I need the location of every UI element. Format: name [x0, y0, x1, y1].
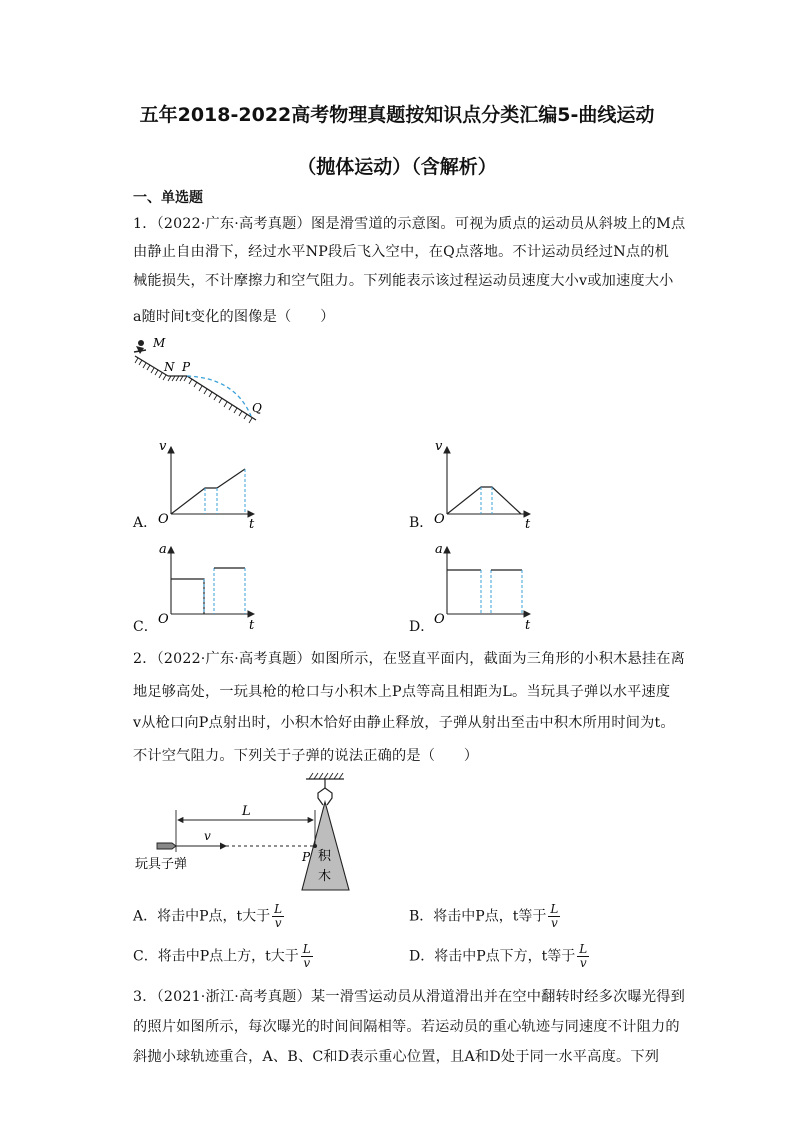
q1-option-a[interactable]: A． [133, 515, 158, 531]
block-char-2: 木 [318, 869, 332, 884]
block-char-1: 积 [318, 849, 332, 864]
label-v: v [204, 829, 211, 843]
q3-line-3: 斜抛小球轨迹重合，A、B、C和D表示重心位置，且A和D处于同一水平高度。下列 [133, 1049, 660, 1065]
q2-option-c[interactable] [133, 943, 315, 970]
graph-d-origin: O [434, 612, 445, 627]
q2-line-3: v从枪口向P点射出时，小积木恰好由静止释放，子弹从射出至击中积木所用时间为t。 [133, 715, 675, 731]
q2-option-a-text: A．将击中P点，t大于 [133, 908, 271, 925]
document-title-line-1: 五年2018-2022高考物理真题按知识点分类汇编5-曲线运动 [139, 104, 655, 126]
frac-num: L [550, 902, 559, 916]
label-p: P [302, 850, 311, 864]
q2-option-b[interactable] [409, 903, 562, 930]
label-n: N [164, 360, 175, 374]
fraction-l-over-v [548, 903, 560, 930]
graph-b-y-label: v [435, 439, 443, 454]
frac-den: v [579, 956, 587, 970]
graph-a-x-label: t [249, 517, 255, 532]
graph-d-x-label: t [525, 618, 531, 633]
document-title-line-2: （抛体运动）（含解析） [297, 156, 497, 178]
q1-line-4: a随时间t变化的图像是（ ） [133, 309, 335, 325]
q1-option-d[interactable]: D． [409, 619, 435, 635]
frac-num: L [579, 942, 588, 956]
q2-option-b-text: B．将击中P点，t等于 [409, 908, 547, 925]
q1-line-3: 械能损失，不计摩擦力和空气阻力。下列能表示该过程运动员速度大小v或加速度大小 [133, 273, 674, 289]
q2-option-d-text: D．将击中P点下方，t等于 [409, 948, 576, 965]
graph-a-origin: O [158, 512, 169, 527]
toy-bullet-icon [157, 843, 176, 849]
q1-option-c[interactable]: C． [133, 619, 158, 635]
q2-line-2: 地足够高处，一玩具枪的枪口与小积木上P点等高且相距为L。当玩具子弹以水平速度 [133, 684, 671, 700]
label-p: P [182, 360, 191, 374]
fraction-l-over-v [301, 943, 313, 970]
graph-c-origin: O [158, 612, 169, 627]
q1-line-2: 由静止自由滑下，经过水平NP段后飞入空中，在Q点落地。不计运动员经过N点的机 [133, 244, 669, 260]
frac-num: L [274, 902, 283, 916]
graph-c-y-label: a [159, 542, 167, 557]
section-heading: 一、单选题 [133, 190, 203, 206]
frac-den: v [274, 916, 282, 930]
graph-b-origin: O [434, 512, 445, 527]
graph-d-y-label: a [435, 542, 443, 557]
label-m: M [153, 336, 166, 350]
frac-den: v [303, 956, 311, 970]
q2-option-c-text: C．将击中P点上方，t大于 [133, 948, 299, 965]
q1-line-1: 1．（2022·广东·高考真题）图是滑雪道的示意图。可视为质点的运动员从斜坡上的M点 [133, 216, 686, 232]
q2-line-4: 不计空气阻力。下列关于子弹的说法正确的是（ ） [133, 748, 479, 764]
q2-line-1: 2．（2022·广东·高考真题）如图所示，在竖直平面内，截面为三角形的小积木悬挂在离 [133, 651, 686, 667]
graph-c-x-label: t [249, 618, 255, 633]
q3-line-2: 的照片如图所示，每次曝光的时间间隔相等。若运动员的重心轨迹与同速度不计阻力的 [133, 1019, 680, 1035]
q1-option-b[interactable]: B． [409, 515, 434, 531]
graph-a-y-label: v [159, 439, 167, 454]
graph-b-x-label: t [525, 517, 531, 532]
fraction-l-over-v [577, 943, 589, 970]
q2-option-a[interactable] [133, 903, 286, 930]
q2-option-d[interactable] [409, 943, 591, 970]
frac-den: v [550, 916, 558, 930]
label-l: L [242, 804, 251, 819]
frac-num: L [302, 942, 311, 956]
fraction-l-over-v [272, 903, 284, 930]
label-q: Q [252, 401, 262, 415]
label-bullet: 玩具子弹 [135, 857, 188, 872]
q3-line-1: 3．（2021·浙江·高考真题）某一滑雪运动员从滑道滑出并在空中翻转时经多次曝光得到 [133, 989, 686, 1005]
